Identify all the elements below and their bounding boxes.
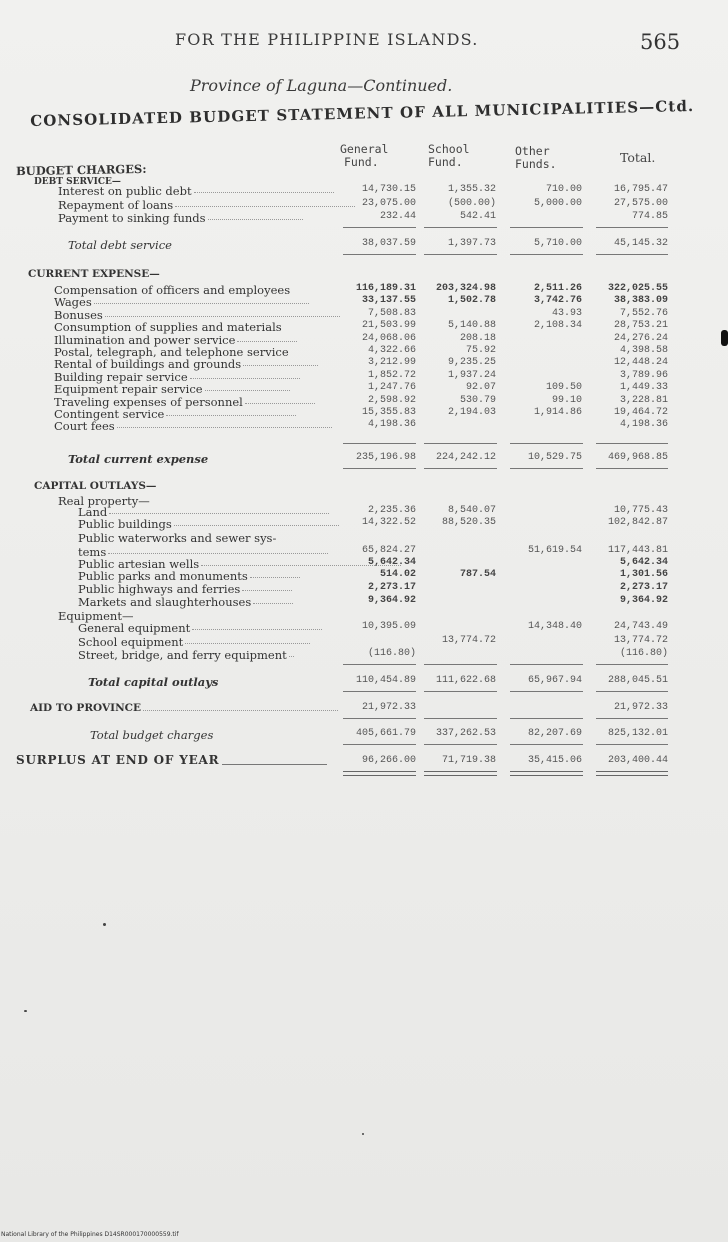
row-label-text: Compensation of officers and employees: [54, 283, 291, 297]
cell-general: 232.44: [379, 211, 416, 222]
speck: [24, 1010, 27, 1012]
cell-other: 51,619.54: [527, 545, 582, 556]
rule: [510, 664, 583, 665]
rule: [343, 718, 416, 719]
total-debt-service-label: Total debt service: [68, 238, 172, 252]
cell-other: 10,529.75: [527, 452, 582, 463]
cell-school: 5,140.88: [447, 320, 496, 332]
cell-school: 2,194.03: [447, 407, 496, 418]
cell-other: 14,348.40: [527, 621, 582, 632]
cell-general: 38,037.59: [361, 238, 416, 249]
dot-leader: [253, 603, 293, 604]
cell-general: 23,075.00: [361, 198, 416, 209]
cell-general: 2,598.92: [367, 394, 416, 406]
cell-other: 5,710.00: [533, 238, 582, 249]
rule: [596, 691, 668, 692]
rule: [596, 227, 668, 228]
row-label-equipment: [78, 621, 322, 635]
cell-other: 109.50: [545, 382, 582, 394]
row-label-text: Wages: [54, 295, 92, 310]
rule: [596, 254, 668, 255]
cell-general: 5,642.34: [367, 557, 416, 568]
dot-leader: [190, 378, 300, 379]
cell-total: 9,364.92: [619, 595, 668, 606]
cell-total: 10,775.43: [613, 505, 668, 516]
row-label-debt: [58, 184, 334, 198]
rule: [596, 468, 668, 469]
row-label-text: Rental of buildings and grounds: [54, 357, 242, 372]
double-rule: [424, 771, 497, 776]
cell-total: 7,552.76: [619, 307, 668, 319]
cell-other: 710.00: [545, 184, 582, 195]
cell-other: 43.93: [551, 307, 582, 319]
rule: [424, 468, 497, 469]
dot-leader: [194, 192, 334, 193]
cell-general: 21,972.33: [361, 702, 416, 713]
dot-leader: [185, 643, 310, 644]
dot-leader: [94, 303, 309, 304]
cell-school: 542.41: [459, 211, 496, 222]
row-label-debt: [58, 198, 355, 212]
cell-general: 1,852.72: [367, 369, 416, 381]
cell-total: 1,449.33: [619, 382, 668, 394]
rule: [510, 227, 583, 228]
double-rule: [596, 771, 668, 776]
rule: [510, 254, 583, 255]
cell-school: 9,235.25: [447, 357, 496, 369]
double-rule: [343, 771, 416, 776]
rule: [510, 468, 583, 469]
dot-leader: [174, 525, 339, 526]
cell-total: 24,743.49: [613, 621, 668, 632]
cell-general: 110,454.89: [355, 675, 416, 686]
cell-total: 102,842.87: [607, 517, 668, 528]
cell-general: 3,212.99: [367, 357, 416, 369]
cell-general: 14,730.15: [361, 184, 416, 195]
cell-general: 235,196.98: [355, 452, 416, 463]
cell-total: 38,383.09: [613, 295, 668, 307]
dot-leader: [237, 341, 297, 342]
cell-general: 24,068.06: [361, 332, 416, 344]
column-header-general-line2: Fund.: [344, 155, 379, 169]
cell-total: 203,400.44: [607, 755, 668, 766]
rule: [596, 744, 668, 745]
cell-total: 774.85: [631, 211, 668, 222]
cell-total: 21,972.33: [613, 702, 668, 713]
cell-total: 5,642.34: [619, 557, 668, 568]
row-label-text: Public artesian wells: [78, 557, 200, 571]
row-label-text: School equipment: [78, 635, 184, 649]
cell-total: 825,132.01: [607, 728, 668, 739]
column-header-general-line1: General: [340, 142, 389, 156]
cell-total: 12,448.24: [613, 357, 668, 369]
cell-other: 1,914.86: [533, 407, 582, 418]
cell-general: 21,503.99: [361, 320, 416, 332]
cell-general: 514.02: [379, 569, 416, 580]
cell-total: 4,198.36: [619, 419, 668, 431]
cell-school: 1,355.32: [447, 184, 496, 195]
cell-total: 19,464.72: [613, 407, 668, 418]
rule: [510, 744, 583, 745]
cell-general: 4,322.66: [367, 345, 416, 356]
cell-school: 111,622.68: [435, 675, 496, 686]
row-label-debt: [58, 211, 303, 225]
cell-general: 4,198.36: [367, 419, 416, 431]
speck: [103, 923, 106, 926]
cell-general: 14,322.52: [361, 517, 416, 528]
cell-total: 117,443.81: [607, 545, 668, 556]
row-label-text: Public buildings: [78, 517, 172, 531]
cell-total: 13,774.72: [613, 635, 668, 646]
dot-leader: [117, 427, 332, 428]
cell-school: 530.79: [459, 394, 496, 406]
row-label-text: Land: [78, 505, 108, 519]
row-label-text: Public parks and monuments: [78, 569, 248, 583]
row-label-text: tems: [78, 545, 107, 559]
row-label-text: Traveling expenses of personnel: [54, 394, 243, 409]
page-number: 565: [640, 30, 681, 54]
cell-school: 203,324.98: [435, 283, 496, 294]
column-header-total: Total.: [620, 150, 656, 165]
row-label-text: Repayment of loans: [58, 198, 174, 212]
column-header-school: [428, 143, 470, 169]
cell-total: 322,025.55: [607, 283, 668, 294]
capital-outlays-heading: CAPITAL OUTLAYS—: [34, 480, 157, 492]
rule: [343, 254, 416, 255]
cell-general: 10,395.09: [361, 621, 416, 632]
cell-total: 469,968.85: [607, 452, 668, 463]
row-label-text: Postal, telegraph, and telephone service: [54, 345, 289, 359]
cell-general: 1,247.76: [367, 382, 416, 394]
row-label-equipment: [78, 648, 294, 662]
row-label-real-property: [78, 569, 300, 583]
rule: [596, 664, 668, 665]
cell-school: (500.00): [447, 198, 496, 209]
cell-general: 2,273.17: [367, 582, 416, 593]
debt-service-heading: DEBT SERVICE—: [34, 177, 121, 187]
rule: [424, 718, 497, 719]
cell-general: 116,189.31: [355, 283, 416, 294]
cell-total: 4,398.58: [619, 345, 668, 356]
cell-general: 96,266.00: [361, 755, 416, 766]
column-header-school-line2: Fund.: [428, 155, 463, 169]
row-label-text: Interest on public debt: [58, 184, 192, 198]
margin-blot: [721, 330, 728, 346]
row-label-text: Bonuses: [54, 307, 103, 322]
cell-other: 35,415.06: [527, 755, 582, 766]
rule: [424, 227, 497, 228]
double-rule: [510, 771, 583, 776]
column-header-school-line1: School: [428, 142, 470, 156]
row-label-text: Illumination and power service: [54, 332, 236, 347]
cell-total: 2,273.17: [619, 582, 668, 593]
budget-charges-heading: BUDGET CHARGES:: [15, 161, 147, 179]
dot-leader: [166, 415, 296, 416]
cell-school: 71,719.38: [441, 755, 496, 766]
cell-school: 1,397.73: [447, 238, 496, 249]
rule: [424, 254, 497, 255]
dot-leader: [108, 553, 328, 554]
current-expense-heading: CURRENT EXPENSE—: [28, 268, 160, 280]
running-title: FOR THE PHILIPPINE ISLANDS.: [175, 30, 479, 49]
cell-total: 16,795.47: [613, 184, 668, 195]
cell-total: 27,575.00: [613, 198, 668, 209]
cell-general: 2,235.36: [367, 505, 416, 516]
row-label-real-property: [78, 582, 292, 596]
dot-leader: [208, 219, 303, 220]
rule: [343, 443, 416, 444]
aid-to-province-label: [30, 702, 338, 714]
cell-total: 24,276.24: [613, 332, 668, 344]
cell-general: 405,661.79: [355, 728, 416, 739]
cell-school: 1,502.78: [447, 295, 496, 307]
cell-total: 288,045.51: [607, 675, 668, 686]
cell-general: 15,355.83: [361, 407, 416, 418]
rule: [596, 718, 668, 719]
rule: [343, 664, 416, 665]
dot-leader: [109, 513, 329, 514]
total-budget-charges-label: Total budget charges: [90, 728, 214, 742]
rule: [424, 691, 497, 692]
cell-other: 99.10: [551, 394, 582, 406]
rule: [510, 443, 583, 444]
cell-other: 2,108.34: [533, 320, 582, 332]
rule: [222, 764, 327, 765]
rule: [424, 664, 497, 665]
cell-school: 13,774.72: [441, 635, 496, 646]
cell-total: (116.80): [619, 648, 668, 659]
row-label-text: Consumption of supplies and materials: [54, 320, 282, 335]
dot-leader: [289, 656, 294, 657]
cell-school: 92.07: [465, 382, 496, 394]
column-header-other-line1: Other: [515, 144, 550, 158]
rule: [343, 468, 416, 469]
cell-other: 5,000.00: [533, 198, 582, 209]
row-label-equipment: [78, 635, 310, 649]
row-label-line1: Public waterworks and sewer sys-: [78, 531, 277, 545]
cell-general: 9,364.92: [367, 595, 416, 606]
row-label-text: Equipment repair service: [54, 382, 203, 397]
rule: [343, 227, 416, 228]
rule: [424, 744, 497, 745]
dot-leader: [242, 590, 292, 591]
cell-school: 208.18: [459, 332, 496, 344]
cell-school: 75.92: [465, 345, 496, 356]
cell-total: 3,228.81: [619, 394, 668, 406]
row-label-text: Markets and slaughterhouses: [78, 595, 252, 609]
row-label-text: General equipment: [78, 621, 191, 635]
row-label-current-expense: [54, 419, 332, 433]
aid-to-province-text: AID TO PROVINCE: [30, 702, 142, 714]
dot-leader: [205, 390, 290, 391]
cell-other: 82,207.69: [527, 728, 582, 739]
cell-total: 45,145.32: [613, 238, 668, 249]
surplus-label: SURPLUS AT END OF YEAR: [16, 753, 220, 767]
cell-total: 3,789.96: [619, 369, 668, 381]
footer-caption: National Library of the Philippines D14SR000170000559.tif: [1, 1231, 179, 1238]
rule: [343, 691, 416, 692]
row-label-text: Payment to sinking funds: [58, 211, 206, 225]
cell-total: 28,753.21: [613, 320, 668, 332]
equipment-heading: Equipment—: [58, 609, 134, 623]
statement-title: CONSOLIDATED BUDGET STATEMENT OF ALL MUNICIPALITIES—Ctd.: [30, 96, 695, 130]
row-label-text: Public highways and ferries: [78, 582, 241, 596]
cell-total: 1,301.56: [619, 569, 668, 580]
rule: [343, 744, 416, 745]
cell-school: 88,520.35: [441, 517, 496, 528]
column-header-other: [515, 145, 557, 171]
cell-school: 1,937.24: [447, 369, 496, 381]
cell-school: 224,242.12: [435, 452, 496, 463]
dot-leader: [245, 403, 315, 404]
dot-leader: [243, 365, 318, 366]
rule: [510, 718, 583, 719]
row-label-text: Building repair service: [54, 369, 188, 384]
dot-leader: [105, 316, 340, 317]
column-header-general: [340, 143, 388, 169]
row-label-real-property: [78, 517, 339, 531]
cell-school: 787.54: [459, 569, 496, 580]
row-label-text: Court fees: [54, 419, 115, 434]
total-current-expense-label: Total current expense: [68, 452, 209, 466]
cell-school: 8,540.07: [447, 505, 496, 516]
cell-general: 7,508.83: [367, 307, 416, 319]
dot-leader: [143, 710, 338, 711]
dot-leader: [250, 577, 300, 578]
row-label-text: Street, bridge, and ferry equipment: [78, 648, 287, 662]
dot-leader: [192, 629, 322, 630]
real-property-heading: Real property—: [58, 494, 150, 508]
total-capital-outlays-label: Total capital outlays: [88, 675, 219, 689]
column-header-other-line2: Funds.: [515, 157, 557, 171]
rule: [424, 443, 497, 444]
row-label-real-property: [78, 595, 293, 609]
cell-other: 3,742.76: [533, 295, 582, 307]
dot-leader: [175, 206, 355, 207]
cell-general: 33,137.55: [361, 295, 416, 307]
cell-school: 337,262.53: [435, 728, 496, 739]
cell-other: 65,967.94: [527, 675, 582, 686]
cell-other: 2,511.26: [533, 283, 582, 294]
speck: [362, 1133, 364, 1135]
rule: [510, 691, 583, 692]
rule: [596, 443, 668, 444]
cell-general: (116.80): [367, 648, 416, 659]
row-label-text: Contingent service: [54, 407, 165, 421]
cell-general: 65,824.27: [361, 545, 416, 556]
province-title: Province of Laguna—Continued.: [190, 76, 453, 95]
